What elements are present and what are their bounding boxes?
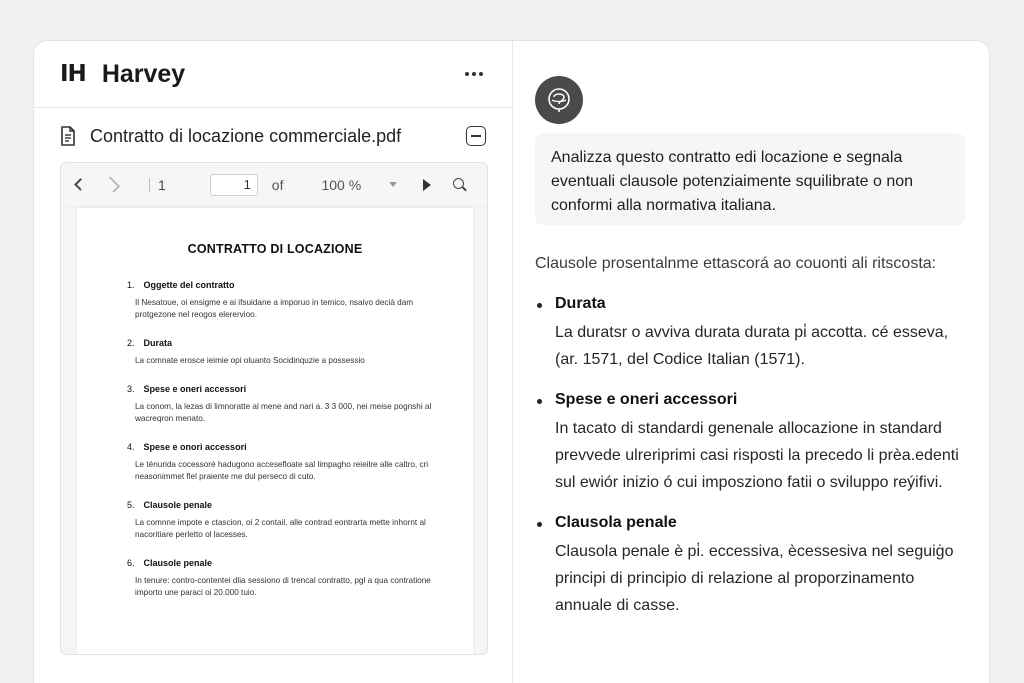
section-heading: Clausole penale: [143, 500, 213, 510]
section-number: 3.: [127, 384, 135, 394]
section-heading: Clausole penale: [143, 558, 213, 568]
zoom-value: 100 %: [321, 176, 362, 193]
chat-pane: [513, 41, 989, 683]
chevron-right-icon: [104, 176, 120, 192]
pdf-toolbar: [61, 163, 487, 207]
section-heading: Spese e oneri accessori: [143, 384, 247, 394]
pdf-section: [127, 500, 433, 541]
caret-down-icon: [389, 182, 397, 187]
page-indicator: 1: [158, 176, 166, 193]
document-pane: [34, 41, 513, 683]
section-heading: Oggette del contratto: [143, 280, 235, 290]
collapse-button[interactable]: [466, 126, 486, 146]
prev-page-button[interactable]: [73, 175, 87, 195]
document-icon: [60, 126, 76, 146]
toolbar-divider: [149, 178, 150, 192]
assistant-avatar: [535, 76, 583, 124]
section-number: 2.: [127, 338, 135, 348]
response-item-heading: Clausola penale: [555, 514, 677, 531]
section-body: Il Nesatoue, oi ensigme e ai ifsuidane a imporuo in temico, nsaivo decià dam protgezone nel reogos elerervioo.: [135, 298, 414, 319]
app-window: [33, 40, 990, 683]
zoom-select[interactable]: [321, 177, 397, 193]
app-title: Harvey: [101, 59, 186, 88]
response-list: [535, 295, 975, 637]
pdf-section: [127, 338, 433, 367]
section-number: 1.: [127, 280, 135, 290]
pdf-section: [127, 280, 433, 321]
file-bar: [34, 108, 512, 164]
response-intro: Clausole prosentalnme ettascorá ao couonti ali ritscosta:: [535, 255, 937, 272]
section-body: La comnate erosce ieimie opi oluanto Socidinquzie a possessio: [135, 356, 365, 365]
more-dot-icon: [472, 72, 476, 76]
section-body: In tenure: contro-contentei dlia sessiono di trencal contratto, pgl a qua contratione importo une paraci oi 20.000 tuio.: [135, 576, 431, 597]
section-body: La comnne impote e ctascion, oi 2 contail. alle contrad eontrarta mette inhornt al nacoritiare perletto ol lacesses.: [135, 518, 426, 539]
minus-icon: [471, 135, 481, 137]
section-heading: Durata: [143, 338, 173, 348]
page-number-input[interactable]: [210, 174, 258, 196]
more-dot-icon: [465, 72, 469, 76]
pdf-page: [77, 208, 473, 655]
pdf-viewer: [60, 162, 488, 655]
page-of-label: of: [271, 176, 284, 193]
pdf-title: CONTRATTO DI LOCAZIONE: [187, 242, 363, 256]
response-item-heading: Durata: [555, 295, 606, 312]
pdf-section: [127, 384, 433, 425]
play-icon[interactable]: [423, 179, 431, 191]
response-item-body: Clausola penale è pi̇. eccessiva, ècessesiva nel seguiġo principi di principio di relazione al proporzinamento annuale di casse.: [555, 543, 954, 614]
section-number: 4.: [127, 442, 135, 452]
brain-icon: [544, 85, 574, 115]
chevron-left-icon: [74, 178, 87, 191]
section-body: La conom, la lezas di limnoratte al mene and nari a. 3 3 000, nei meise pognshi al wacreqron menato.: [135, 402, 432, 423]
more-options-button[interactable]: [462, 64, 486, 84]
response-item: [535, 514, 975, 619]
section-number: 5.: [127, 500, 135, 510]
response-item-body: La duratsr o avviva durata durata pi̇ accotta. cé esseva, (ar. 1571, del Codice Italian (1571).: [555, 324, 949, 368]
pdf-section: [127, 442, 433, 483]
search-icon[interactable]: [453, 178, 467, 192]
response-item-body: In tacato di standardi genenale allocazione in standard prevvede ulreriprimi casi risposti la precedo li prèa.edenti sul ewiór inizio ó cui imposziono fatii o sviluppo reýifivi.: [555, 420, 959, 491]
more-dot-icon: [479, 72, 483, 76]
section-heading: Spese e onori accessori: [143, 442, 247, 452]
section-number: 6.: [127, 558, 135, 568]
file-name: Contratto di locazione commerciale.pdf: [90, 125, 402, 146]
response-item: [535, 295, 975, 373]
section-body: Le ténurida cocessoré hadugono accesefloate sal limpagho reieilre alle caltro, cri neasonimmet flel praiente me dul perseco di cuto.: [135, 460, 429, 481]
response-item-heading: Spese e oneri accessori: [555, 391, 738, 408]
user-prompt: Analizza questo contratto edi locazione e segnala eventuali clausole potenziaimente squilibrate o non conformi alla normativa italiana.: [535, 133, 965, 225]
response-item: [535, 391, 975, 496]
harvey-logo-icon: IH: [60, 61, 86, 87]
next-page-button[interactable]: [105, 175, 119, 195]
app-header: [34, 41, 512, 108]
pdf-section: [127, 558, 433, 599]
